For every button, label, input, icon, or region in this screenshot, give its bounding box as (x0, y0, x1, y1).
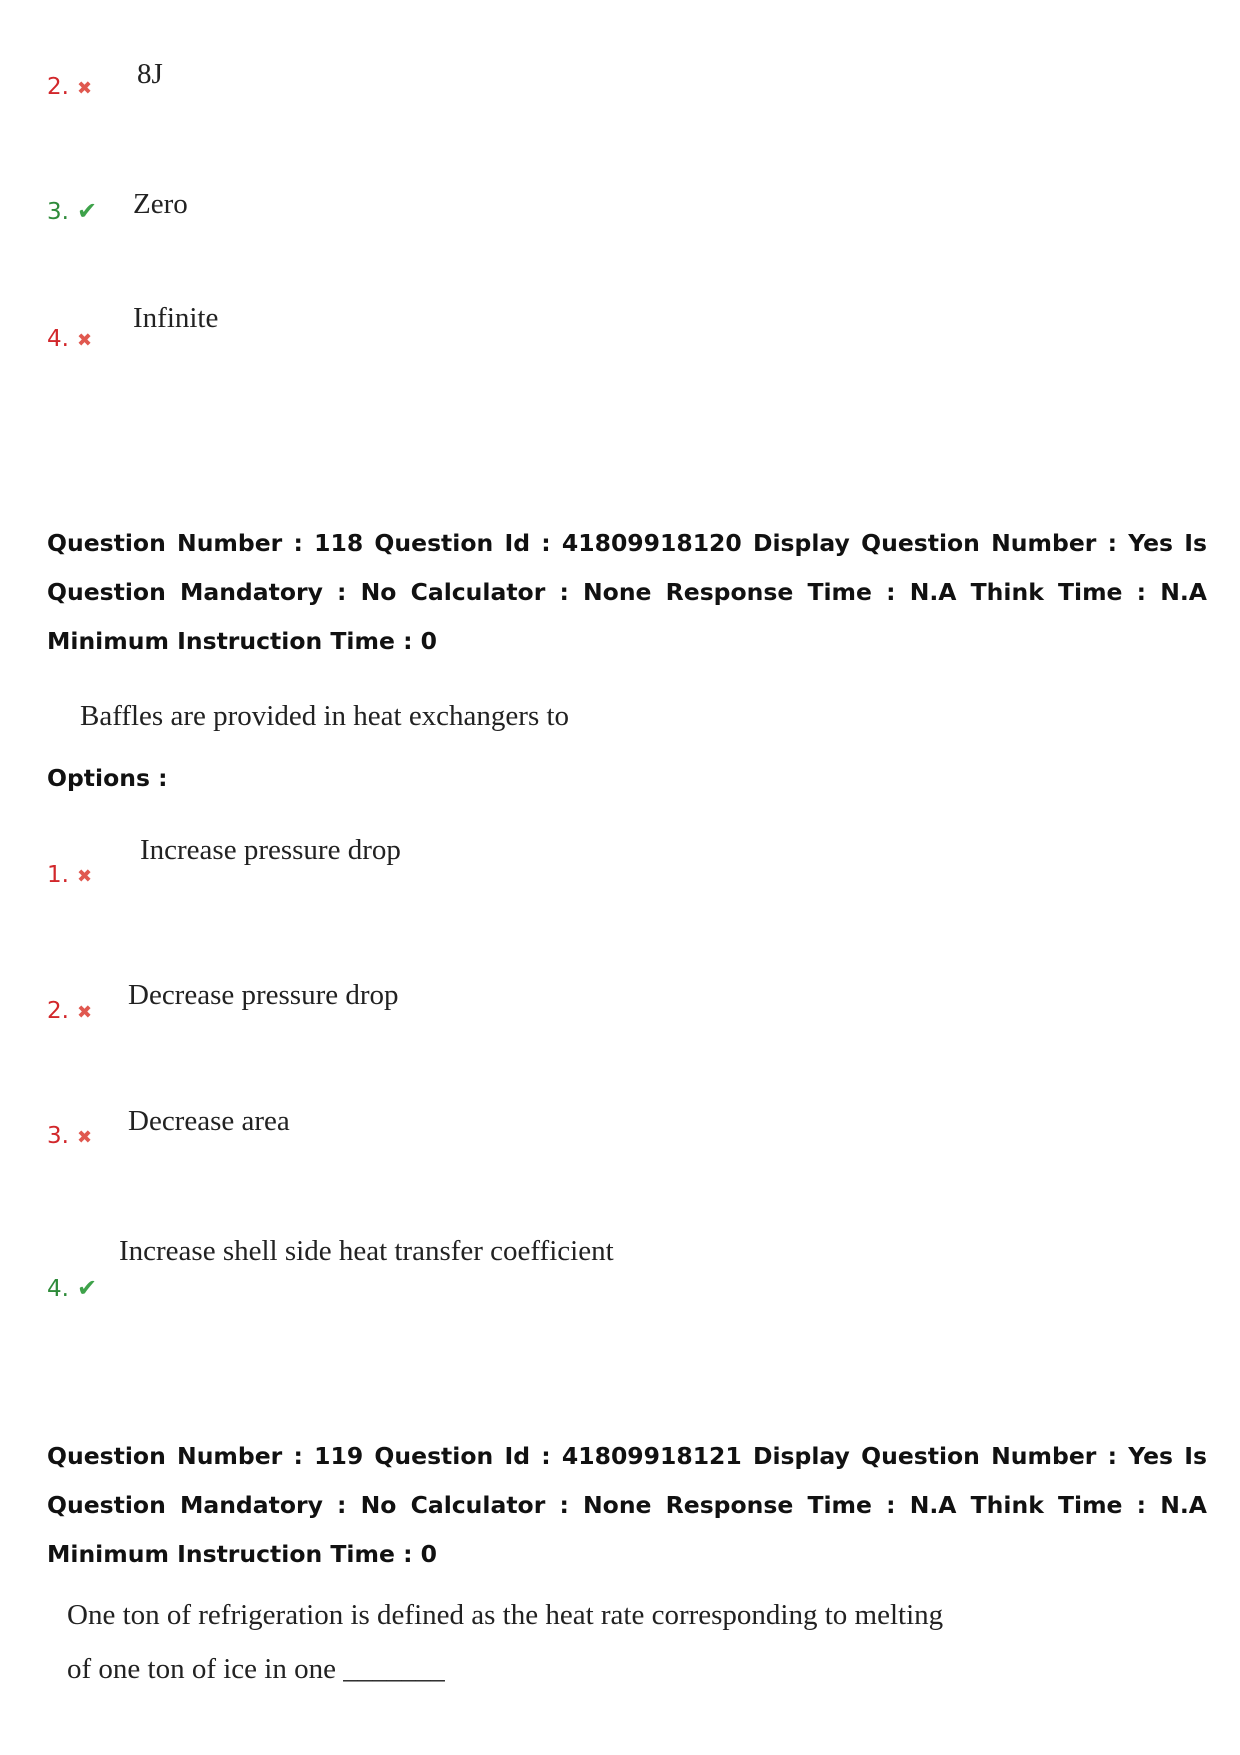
option-text: Zero (133, 188, 188, 220)
question-meta: Question Number : 119 Question Id : 41809918121 Display Question Number : Yes Is Question Mandatory : No Calculator : None Response Time : N.A Think Time : N.A Minimum Instruction Time : 0 (47, 1442, 1207, 1568)
cross-icon: ✖ (76, 1002, 93, 1023)
option-number: 1. ✖ (47, 862, 93, 888)
option-text: Decrease area (128, 1105, 290, 1137)
option-text: 8J (137, 58, 163, 90)
check-icon: ✔ (76, 1274, 98, 1302)
check-icon: ✔ (76, 197, 98, 225)
option-number: 3. ✖ (47, 1123, 93, 1149)
cross-icon: ✖ (76, 330, 93, 351)
option-text: Decrease pressure drop (128, 979, 399, 1011)
question-text: Baffles are provided in heat exchangers to (80, 700, 570, 732)
cross-icon: ✖ (76, 1127, 93, 1148)
question-text-line-1: One ton of refrigeration is defined as the heat rate corresponding to melting (67, 1599, 944, 1631)
option-text: Increase pressure drop (140, 834, 401, 866)
option-number: 2. ✖ (47, 74, 93, 100)
option-number: 2. ✖ (47, 998, 93, 1024)
question-meta: Question Number : 118 Question Id : 41809918120 Display Question Number : Yes Is Question Mandatory : No Calculator : None Response Time : N.A Think Time : N.A Minimum Instruction Time : 0 (47, 529, 1207, 655)
option-number: 4. ✖ (47, 326, 93, 352)
question-text-line-2: of one ton of ice in one _______ (67, 1653, 445, 1685)
option-number: 4. ✔ (47, 1274, 98, 1302)
options-label: Options : (47, 764, 168, 792)
option-number: 3. ✔ (47, 197, 98, 225)
option-text: Increase shell side heat transfer coefficient (119, 1235, 614, 1267)
cross-icon: ✖ (76, 866, 93, 887)
cross-icon: ✖ (76, 78, 93, 99)
option-text: Infinite (133, 302, 219, 334)
